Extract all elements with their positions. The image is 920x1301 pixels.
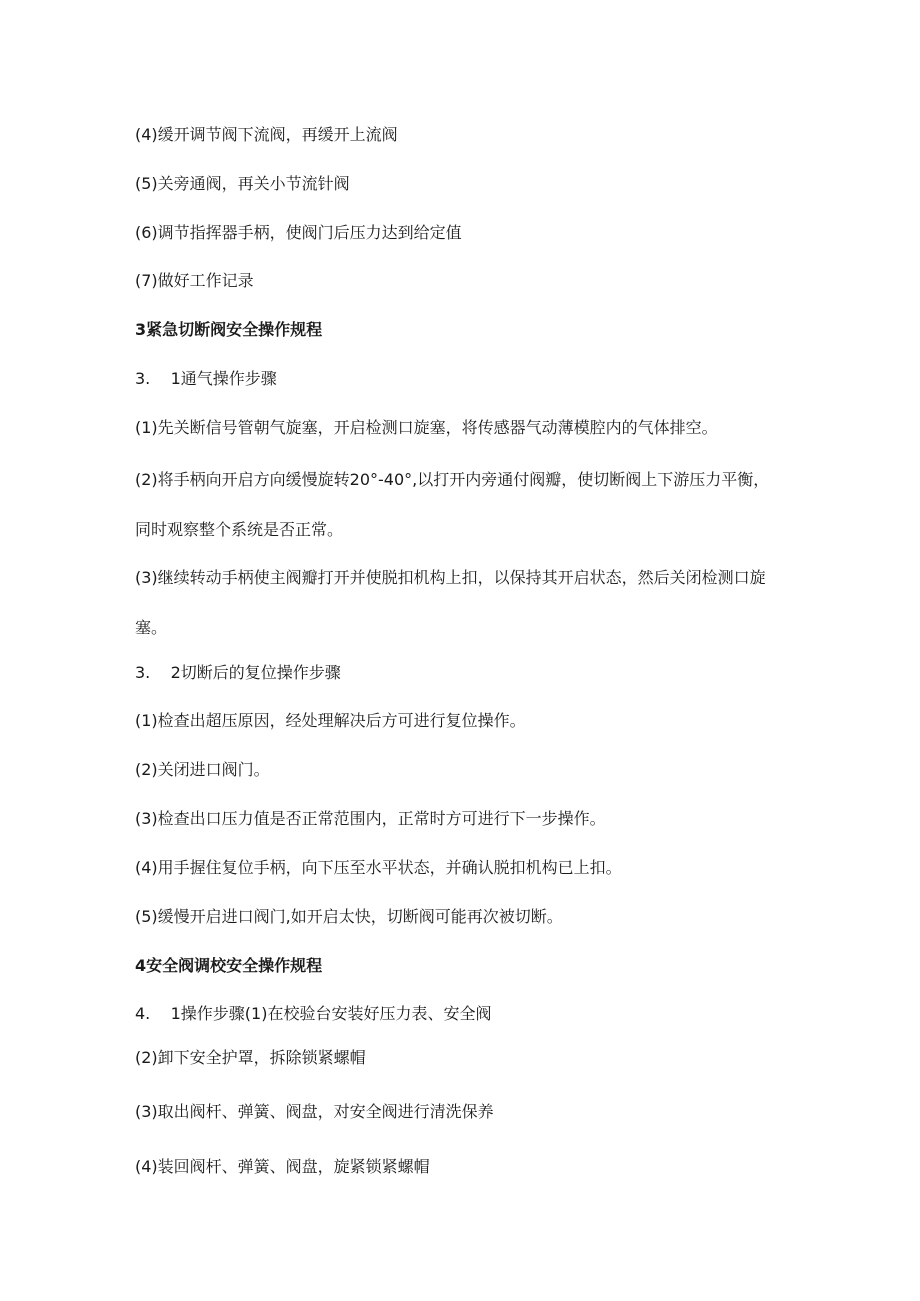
ventilation-step-3: (3)继续转动手柄使主阀瓣打开并使脱扣机构上扣，以保持其开启状态，然后关闭检测口旋塞。 (135, 568, 766, 637)
reset-step-5: (5)缓慢开启进口阀门,如开启太快，切断阀可能再次被切断。 (135, 907, 563, 926)
calibration-step-2: (2)卸下安全护罩，拆除锁紧螺帽 (135, 1048, 366, 1067)
calibration-step-3: (3)取出阀杆、弹簧、阀盘，对安全阀进行清洗保养 (135, 1102, 494, 1121)
reset-step-3: (3)检查出口压力值是否正常范围内，正常时方可进行下一步操作。 (135, 809, 606, 828)
step-5-text: (5)关旁通阀，再关小节流针阀 (135, 174, 350, 193)
reset-step-4: (4)用手握住复位手柄，向下压至水平状态，并确认脱扣机构已上扣。 (135, 858, 622, 877)
subsection-3-2-heading: 3. 2切断后的复位操作步骤 (135, 663, 341, 682)
calibration-step-4: (4)装回阀杆、弹簧、阀盘，旋紧锁紧螺帽 (135, 1157, 430, 1176)
subsection-4-1-heading: 4. 1操作步骤(1)在校验台安装好压力表、安全阀 (135, 1004, 492, 1023)
section-4-heading: 4安全阀调校安全操作规程 (135, 956, 323, 975)
ventilation-step-1: (1)先关断信号管朝气旋塞，开启检测口旋塞，将传感器气动薄模腔内的气体排空。 (135, 418, 718, 437)
section-3-heading: 3紧急切断阀安全操作规程 (135, 320, 323, 339)
subsection-3-1-heading: 3. 1通气操作步骤 (135, 369, 277, 388)
step-7-text: (7)做好工作记录 (135, 271, 254, 290)
step-4-text: (4)缓开调节阀下流阀，再缓开上流阀 (135, 125, 398, 144)
ventilation-step-2: (2)将手柄向开启方向缓慢旋转20°-40°,以打开内旁通付阀瓣，使切断阀上下游压力平衡，同时观察整个系统是否正常。 (135, 470, 770, 539)
step-6-text: (6)调节指挥器手柄，使阀门后压力达到给定值 (135, 223, 462, 242)
reset-step-1: (1)检查出超压原因，经处理解决后方可进行复位操作。 (135, 711, 526, 730)
reset-step-2: (2)关闭进口阀门。 (135, 760, 270, 779)
